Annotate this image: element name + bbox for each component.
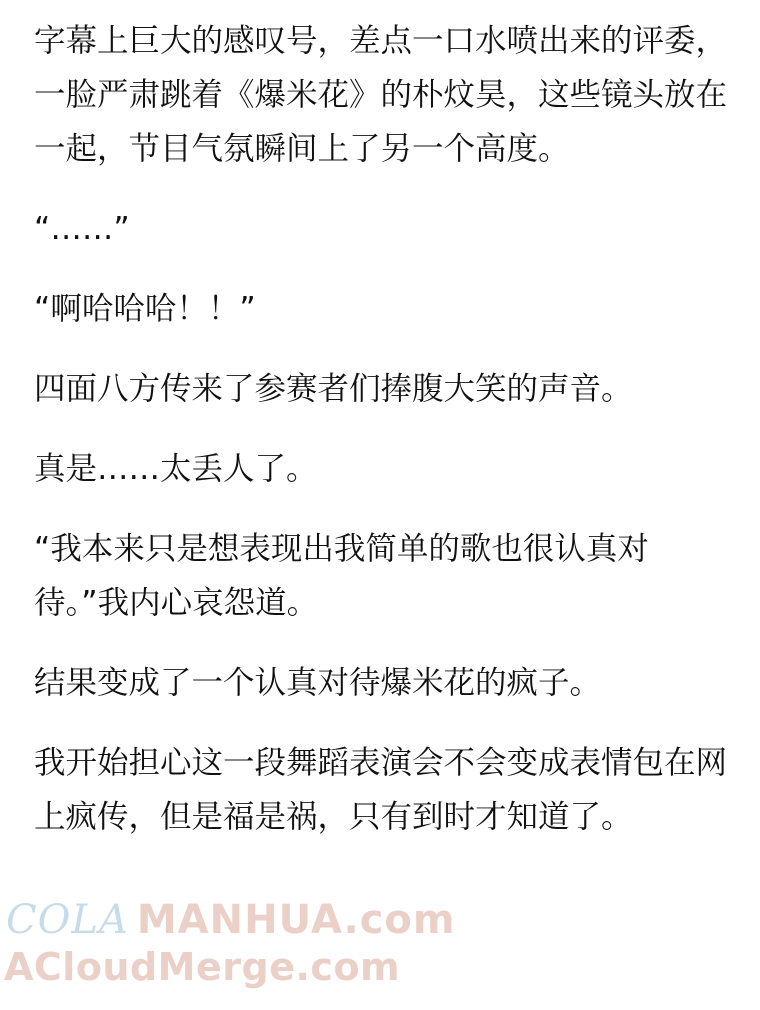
watermark xyxy=(0,890,760,1010)
paragraph-2: “……” xyxy=(34,211,130,247)
paragraph-7: 结果变成了一个认真对待爆米花的疯子。 xyxy=(34,665,602,701)
paragraph-8: 我开始担心这一段舞蹈表演会不会变成表情包在网上疯传，但是福是祸，只有到时才知道了。 xyxy=(34,745,728,835)
paragraph-4: 四面八方传来了参赛者们捧腹大笑的声音。 xyxy=(34,371,633,407)
paragraph-1: 字幕上巨大的感叹号，差点一口水喷出来的评委，一脸严肃跳着《爆米花》的朴炆昊，这些镜头放在一起，节目气氛瞬间上了另一个高度。 xyxy=(34,23,728,167)
paragraph-3: “啊哈哈哈！！” xyxy=(34,291,256,327)
watermark-manhua: MANHUA.com xyxy=(136,897,456,943)
watermark-cola: COLA xyxy=(6,897,129,943)
article-body xyxy=(34,14,734,870)
watermark-top-line xyxy=(6,897,456,943)
paragraph-6: “我本来只是想表现出我简单的歌也很认真对待。”我内心哀怨道。 xyxy=(34,531,649,621)
paragraph-5: 真是……太丢人了。 xyxy=(34,451,318,487)
watermark-acloudmerge: ACloudMerge.com xyxy=(4,945,401,989)
